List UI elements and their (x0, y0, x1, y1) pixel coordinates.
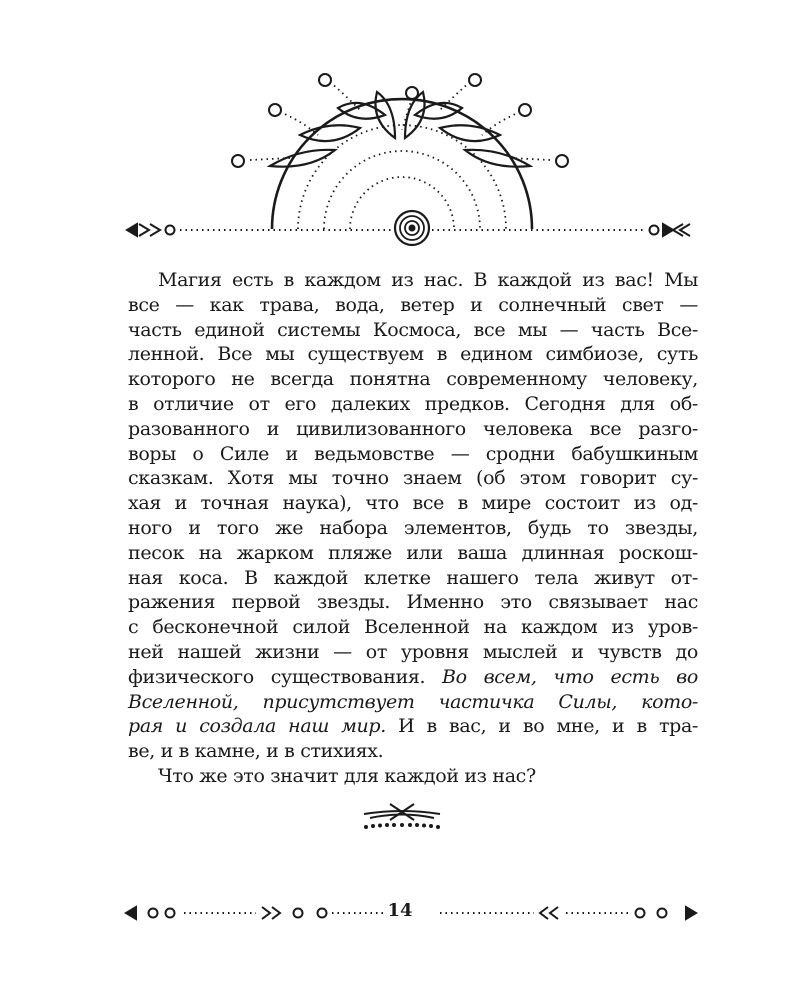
text-line: Вселенной, присутствует частичка Силы, кото- (128, 690, 698, 713)
text-line: песок на жарком пляже или ваша длинная роскош- (128, 541, 698, 564)
text-line: физического существования. Во всем, что есть во (128, 665, 698, 688)
text-line: которого не всегда понятна современному человеку, (128, 368, 698, 391)
text-line: Магия есть в каждом из нас. В каждой из вас! Мы (158, 269, 698, 291)
text-line: разованного и цивилизованного человека все разго- (128, 417, 698, 440)
text-line: рая и создала наш мир. И в вас, и во мне, и в тра- (128, 715, 698, 738)
text-line: ная коса. В каждой клетке нашего тела живут от- (128, 566, 698, 589)
text-line: с бесконечной силой Вселенной на каждом из уров- (128, 616, 698, 639)
text-line: ражения первой звезды. Именно это связывает нас (128, 591, 698, 614)
text-line: сказкам. Хотя мы точно знаем (об этом говорит су- (128, 467, 698, 490)
sun-ornament (0, 0, 800, 260)
text-line: Что же это значит для каждой из нас? (158, 764, 536, 787)
text-line: ней нашей жизни — от уровня мыслей и чувств до (128, 640, 698, 663)
text-line: ве, и в камне, и в стихиях. (128, 740, 384, 763)
text-line: ленной. Все мы существуем в едином симбиозе, суть (128, 343, 698, 366)
text-line: все — как трава, вода, ветер и солнечный свет — (128, 293, 698, 316)
text-line: воры о Силе и ведьмовстве — сродни бабушкиным (128, 442, 698, 465)
text-line: часть единой системы Космоса, все мы — часть Все- (128, 318, 698, 341)
text-line: хая и точная наука), что все в мире состоит из од- (128, 492, 698, 515)
text-line: ного и того же набора элементов, будь то звезды, (128, 516, 698, 539)
page-number: 14 (387, 900, 413, 921)
body-text (128, 268, 698, 789)
section-end-ornament (360, 800, 444, 834)
text-line: в отличие от его далеких предков. Сегодня для об- (128, 392, 698, 415)
